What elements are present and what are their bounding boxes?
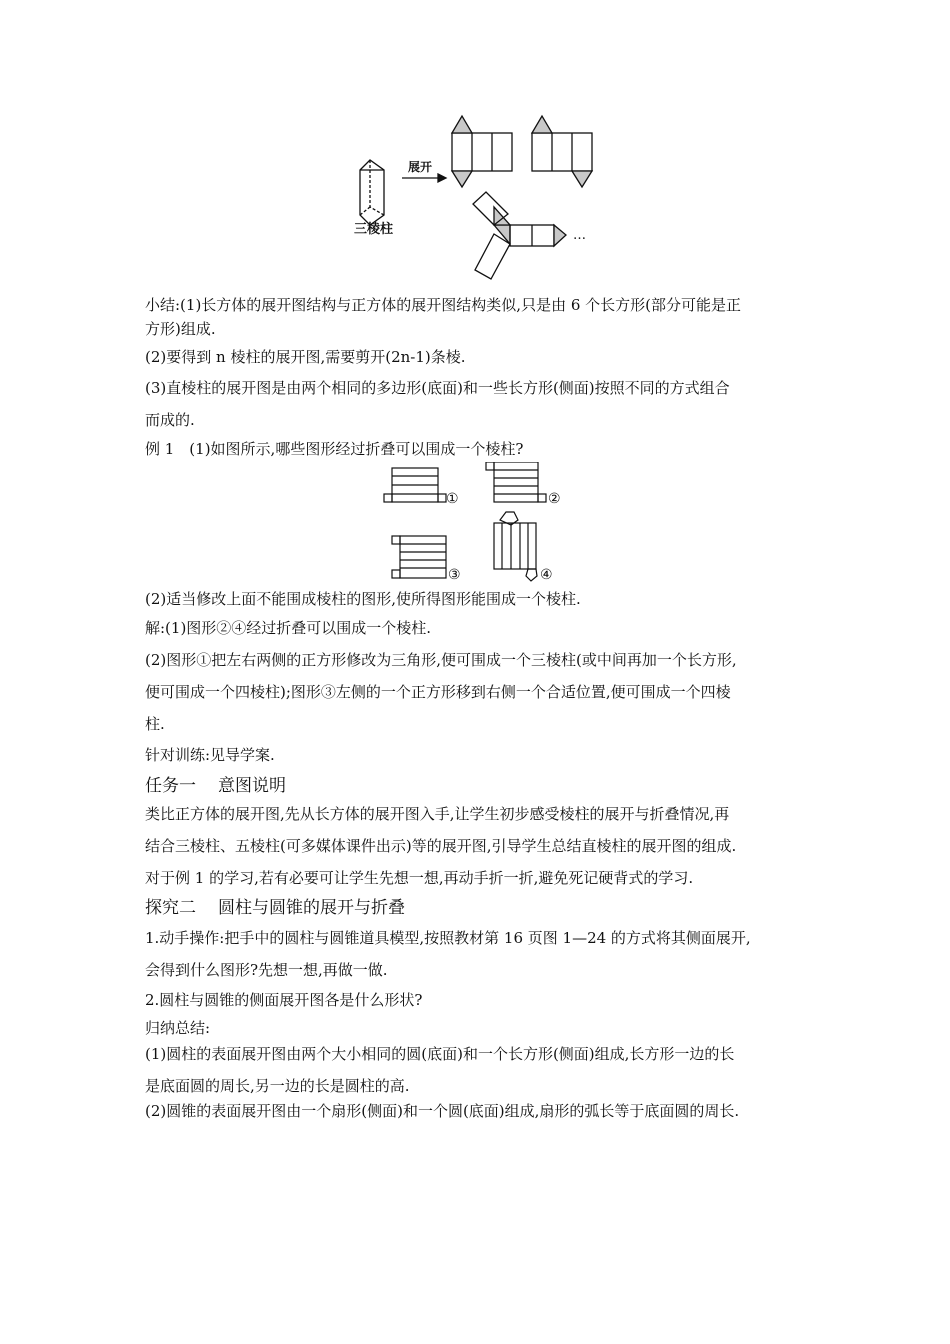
task-1-paragraph bbox=[145, 798, 810, 894]
conclusion-2: (2)圆锥的表面展开图由一个扇形(侧面)和一个圆(底面)组成,扇形的弧长等于底面圆的周长. bbox=[145, 1102, 740, 1120]
explore-2-q1-line-2: 会得到什么图形?先想一想,再做一做. bbox=[145, 961, 388, 979]
explore-2-q1-line-1: 1.动手操作:把手中的圆柱与圆锥道具模型,按照教材第 16 页图 1—24 的方式将其侧面展开, bbox=[145, 929, 751, 947]
net-4 bbox=[494, 512, 537, 581]
solution-2-line-2: 便可围成一个四棱柱);图形③左侧的一个正方形移到右侧一个合适位置,便可围成一个四棱 bbox=[145, 683, 731, 701]
conclusion-title: 归纳总结: bbox=[145, 1019, 211, 1037]
explore-2-question-2: 2.圆柱与圆锥的侧面展开图各是什么形状? bbox=[145, 991, 423, 1009]
explore-2-heading-label: 探究二 bbox=[145, 898, 196, 918]
net-1 bbox=[384, 468, 446, 502]
solution-part-1: 解:(1)图形②④经过折叠可以围成一个棱柱. bbox=[145, 619, 432, 637]
task-1-line-2: 结合三棱柱、五棱柱(可多媒体课件出示)等的展开图,引导学生总结直棱柱的展开图的组成. bbox=[145, 837, 737, 855]
net-1-label: ① bbox=[446, 491, 459, 507]
explore-2-heading-title: 圆柱与圆锥的展开与折叠 bbox=[218, 898, 405, 918]
solution-2-line-3: 柱. bbox=[145, 715, 165, 733]
unfold-arrow bbox=[402, 174, 446, 182]
prism-label: 三棱柱 bbox=[354, 222, 394, 237]
net-3 bbox=[392, 536, 446, 578]
net-a bbox=[452, 116, 512, 187]
example-1-question: 例 1 (1)如图所示,哪些图形经过折叠可以围成一个棱柱? bbox=[145, 440, 524, 458]
net-4-label: ④ bbox=[540, 567, 553, 583]
summary-1-line-1: 小结:(1)长方体的展开图结构与正方体的展开图结构类似,只是由 6 个长方形(部分可能是正 bbox=[145, 296, 742, 314]
task-1-line-1: 类比正方体的展开图,先从长方体的展开图入手,让学生初步感受棱柱的展开与折叠情况,再 bbox=[145, 805, 730, 823]
arrow-label: 展开 bbox=[408, 160, 433, 174]
example-1-question-2: (2)适当修改上面不能围成棱柱的图形,使所得图形能围成一个棱柱. bbox=[145, 590, 581, 608]
prism-unfolding-figure bbox=[340, 108, 630, 284]
explore-2-heading bbox=[145, 893, 405, 918]
summary-paragraph-3 bbox=[145, 372, 810, 436]
example-nets-figure bbox=[380, 462, 580, 586]
solution-2-line-1: (2)图形①把左右两侧的正方形修改为三角形,便可围成一个三棱柱(或中间再加一个长方形, bbox=[145, 651, 737, 669]
conclusion-1-line-2: 是底面圆的周长,另一边的长是圆柱的高. bbox=[145, 1077, 410, 1095]
net-2 bbox=[486, 462, 546, 502]
summary-1-line-2: 方形)组成. bbox=[145, 320, 216, 338]
conclusion-1-line-1: (1)圆柱的表面展开图由两个大小相同的圆(底面)和一个长方形(侧面)组成,长方形一边的长 bbox=[145, 1045, 735, 1063]
net-3-label: ③ bbox=[448, 567, 461, 583]
net-b bbox=[532, 116, 592, 187]
summary-paragraph-2: (2)要得到 n 棱柱的展开图,需要剪开(2n-1)条棱. bbox=[145, 348, 466, 366]
task-1-heading bbox=[145, 771, 286, 796]
explore-2-question-1 bbox=[145, 922, 810, 986]
ellipsis: … bbox=[573, 228, 586, 243]
summary-3-line-1: (3)直棱柱的展开图是由两个相同的多边形(底面)和一些长方形(侧面)按照不同的方式组合 bbox=[145, 379, 730, 397]
net-2-label: ② bbox=[548, 491, 561, 507]
summary-3-line-2: 而成的. bbox=[145, 411, 195, 429]
conclusion-1 bbox=[145, 1038, 810, 1102]
practice-note: 针对训练:见导学案. bbox=[145, 746, 275, 764]
summary-paragraph-1 bbox=[145, 289, 810, 345]
task-1-heading-title: 意图说明 bbox=[218, 776, 286, 796]
solution-part-2 bbox=[145, 644, 810, 740]
net-c bbox=[473, 192, 566, 279]
task-1-line-3: 对于例 1 的学习,若有必要可让学生先想一想,再动手折一折,避免死记硬背式的学习. bbox=[145, 869, 694, 887]
task-1-heading-label: 任务一 bbox=[145, 776, 196, 796]
triangular-prism-drawing bbox=[360, 160, 384, 225]
